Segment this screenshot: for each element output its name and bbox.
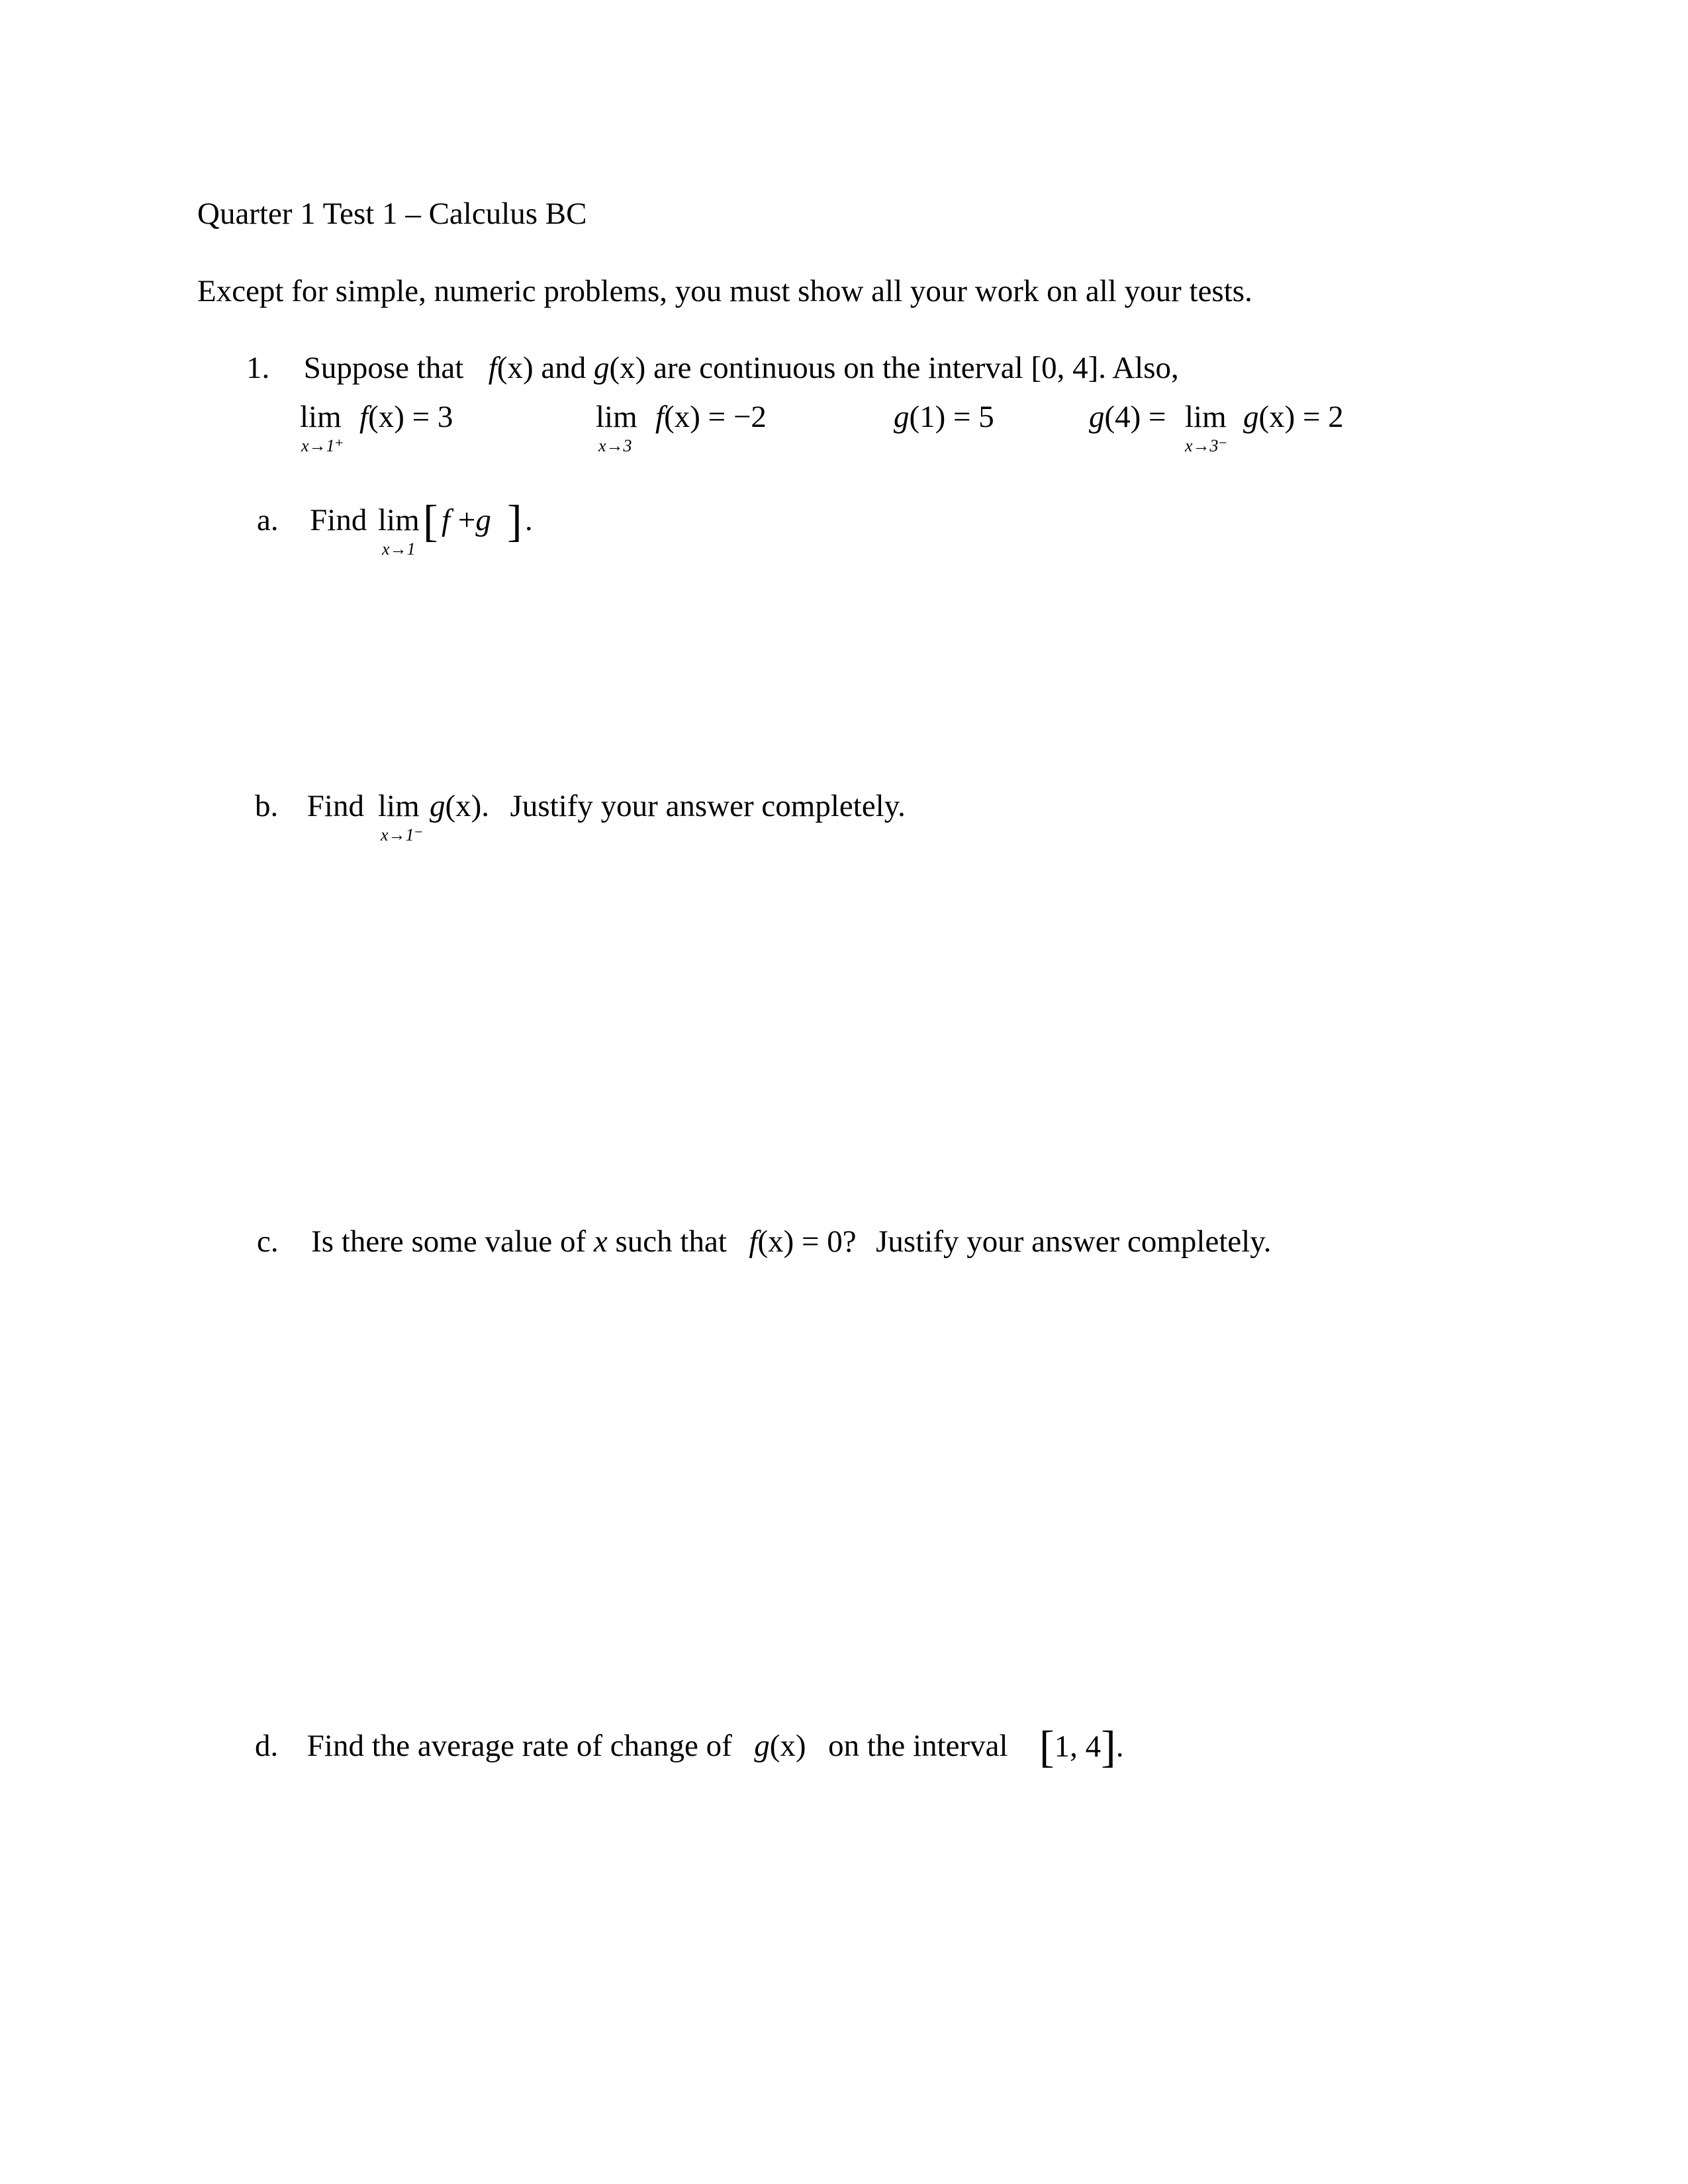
limit-expression: (x) = −2	[664, 400, 767, 434]
part-d	[255, 1731, 1008, 1762]
x-paren: (x)	[496, 351, 534, 385]
limit-expression: (x) = 3	[368, 400, 453, 434]
part-text-b: such that	[615, 1224, 727, 1259]
given-value-g1	[894, 402, 994, 433]
problem-1-intro	[246, 353, 1179, 384]
lim-subscript: x→1	[382, 539, 416, 559]
x-paren: (x).	[445, 789, 490, 823]
f-symbol: f	[442, 503, 451, 537]
g-symbol: g	[754, 1729, 770, 1763]
intro-text-b: are continuous on the interval	[653, 351, 1023, 385]
g-symbol: g	[430, 789, 445, 823]
also-text: Also,	[1112, 351, 1179, 385]
part-text: Find	[306, 789, 364, 823]
x-paren: (x)	[769, 1729, 806, 1763]
justify-text: Justify your answer completely.	[876, 1224, 1272, 1259]
part-label: a.	[257, 503, 279, 537]
part-text-a: Find the average rate of change of	[306, 1729, 732, 1763]
lim-word: lim	[378, 789, 420, 823]
g-symbol: g	[475, 503, 491, 537]
close-bracket: ]	[1101, 1721, 1116, 1772]
part-text-a: Is there some value of	[311, 1224, 586, 1259]
given-value-g4	[1089, 402, 1166, 433]
f-symbol: f	[749, 1224, 758, 1259]
lim-subscript: x→3⁻	[1185, 436, 1228, 455]
plus-sign: +	[457, 503, 476, 537]
instructions: Except for simple, numeric problems, you must show all your work on all your tests.	[197, 274, 1252, 308]
lim-word: lim	[378, 503, 420, 537]
justify-text: Justify your answer completely.	[510, 789, 906, 823]
lim-word: lim	[300, 400, 342, 434]
problem-number: 1.	[246, 351, 270, 385]
part-c	[257, 1226, 1272, 1257]
part-a	[257, 505, 367, 536]
interval-values: 1, 4	[1054, 1729, 1102, 1764]
f-symbol: f	[488, 351, 497, 385]
g-symbol: g	[1243, 400, 1259, 434]
open-bracket: [	[1039, 1721, 1055, 1772]
part-d-interval	[1039, 1721, 1124, 1772]
value-expression: (1) = 5	[909, 400, 994, 434]
f-symbol: f	[655, 400, 665, 434]
part-text: Find	[310, 503, 367, 537]
test-title: Quarter 1 Test 1 – Calculus BC	[197, 197, 587, 231]
x-paren-2: (x)	[609, 351, 646, 385]
part-text-b: on the interval	[828, 1729, 1008, 1763]
lim-subscript: x→1⁻	[381, 825, 424, 844]
limit-expression: (x) = 2	[1258, 400, 1344, 434]
interval-text: [0, 4].	[1031, 351, 1107, 385]
g-symbol: g	[894, 400, 910, 434]
period: .	[1115, 1729, 1124, 1764]
lim-word: lim	[1185, 400, 1227, 434]
open-bracket: [	[423, 496, 438, 546]
x-symbol: x	[593, 1224, 608, 1259]
intro-text-a: Suppose that	[303, 351, 464, 385]
lim-word: lim	[596, 400, 637, 434]
equation: (x) = 0?	[757, 1224, 857, 1259]
part-b	[255, 791, 364, 822]
and-text: and	[541, 351, 586, 385]
lim-subscript: x→3	[598, 436, 632, 455]
f-symbol: f	[359, 400, 369, 434]
value-expression: (4) =	[1104, 400, 1166, 434]
g-symbol: g	[594, 351, 610, 385]
period: .	[525, 503, 533, 537]
close-bracket: ]	[507, 496, 522, 546]
part-label: b.	[255, 789, 279, 823]
lim-subscript: x→1⁺	[301, 436, 344, 455]
part-label: d.	[255, 1729, 279, 1763]
part-label: c.	[257, 1224, 279, 1259]
g-symbol: g	[1089, 400, 1105, 434]
